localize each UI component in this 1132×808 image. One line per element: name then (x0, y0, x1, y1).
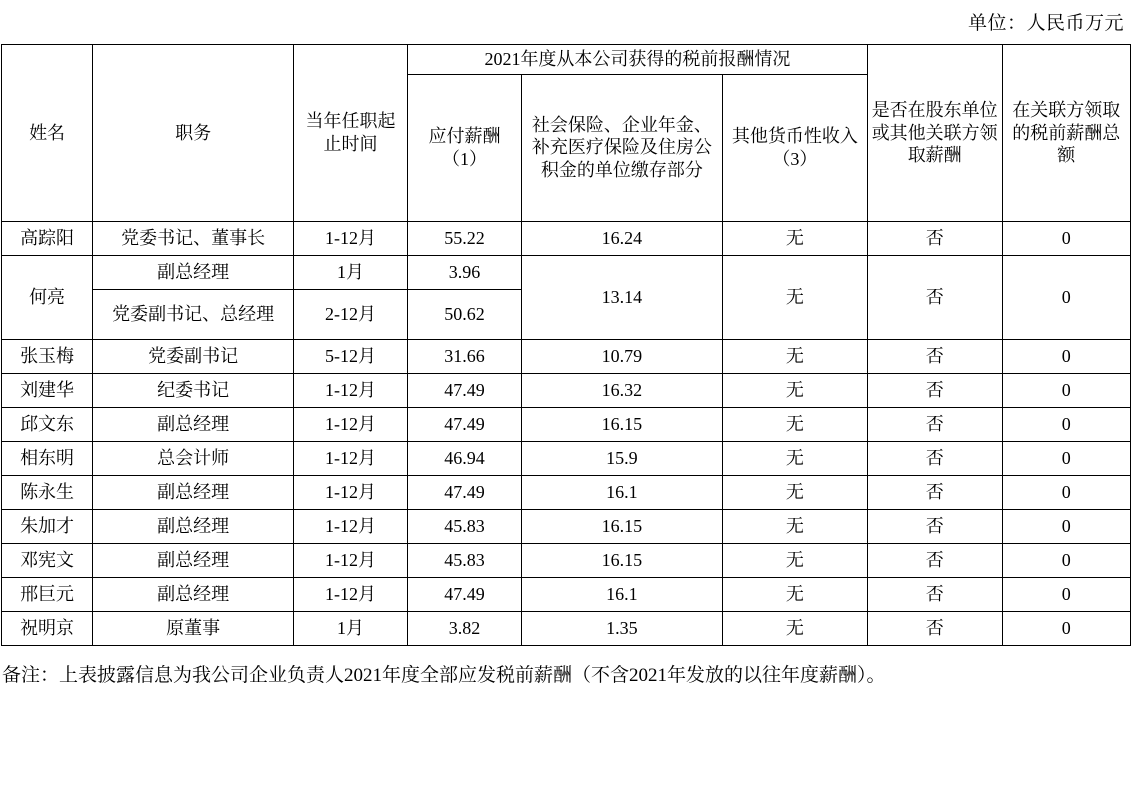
cell-related-total: 0 (1002, 441, 1130, 475)
cell-insurance: 16.1 (521, 577, 722, 611)
cell-period: 5-12月 (294, 339, 408, 373)
cell-payable-salary: 31.66 (408, 339, 522, 373)
cell-related-total: 0 (1002, 475, 1130, 509)
cell-title: 副总经理 (93, 255, 294, 289)
cell-other-income: 无 (722, 339, 867, 373)
cell-period: 1-12月 (294, 407, 408, 441)
table-row (2, 407, 1131, 441)
cell-period: 2-12月 (294, 289, 408, 339)
cell-other-income: 无 (722, 373, 867, 407)
cell-payable-salary: 47.49 (408, 373, 522, 407)
cell-related-total: 0 (1002, 221, 1130, 255)
cell-other-income: 无 (722, 577, 867, 611)
cell-period: 1-12月 (294, 373, 408, 407)
cell-from-shareholder: 否 (867, 543, 1002, 577)
cell-payable-salary: 55.22 (408, 221, 522, 255)
cell-period: 1-12月 (294, 543, 408, 577)
cell-payable-salary: 45.83 (408, 509, 522, 543)
cell-from-shareholder: 否 (867, 373, 1002, 407)
cell-from-shareholder: 否 (867, 475, 1002, 509)
cell-name: 张玉梅 (2, 339, 93, 373)
cell-related-total: 0 (1002, 255, 1130, 339)
header-payable-salary: 应付薪酬（1） (408, 74, 522, 221)
cell-name: 相东明 (2, 441, 93, 475)
cell-insurance: 16.32 (521, 373, 722, 407)
cell-title: 副总经理 (93, 407, 294, 441)
cell-name: 祝明京 (2, 611, 93, 645)
table-row (2, 543, 1131, 577)
header-title: 职务 (93, 45, 294, 222)
cell-insurance: 16.24 (521, 221, 722, 255)
cell-payable-salary: 3.82 (408, 611, 522, 645)
cell-title: 党委副书记、总经理 (93, 289, 294, 339)
cell-from-shareholder: 否 (867, 255, 1002, 339)
cell-related-total: 0 (1002, 339, 1130, 373)
cell-from-shareholder: 否 (867, 221, 1002, 255)
cell-other-income: 无 (722, 475, 867, 509)
cell-related-total: 0 (1002, 577, 1130, 611)
unit-note: 单位：人民币万元 (967, 13, 1124, 34)
header-from-shareholder: 是否在股东单位或其他关联方领取薪酬 (867, 45, 1002, 222)
header-insurance: 社会保险、企业年金、补充医疗保险及住房公积金的单位缴存部分 (521, 74, 722, 221)
cell-period: 1月 (294, 255, 408, 289)
cell-period: 1-12月 (294, 475, 408, 509)
cell-name: 邱文东 (2, 407, 93, 441)
header-related-total: 在关联方领取的税前薪酬总额 (1002, 45, 1130, 222)
cell-title: 原董事 (93, 611, 294, 645)
cell-other-income: 无 (722, 221, 867, 255)
cell-from-shareholder: 否 (867, 441, 1002, 475)
cell-insurance: 16.15 (521, 407, 722, 441)
cell-insurance: 16.15 (521, 543, 722, 577)
cell-other-income: 无 (722, 543, 867, 577)
cell-period: 1-12月 (294, 221, 408, 255)
cell-insurance: 13.14 (521, 255, 722, 339)
cell-title: 纪委书记 (93, 373, 294, 407)
cell-title: 党委副书记 (93, 339, 294, 373)
header-pretax-group: 2021年度从本公司获得的税前报酬情况 (408, 45, 868, 75)
cell-period: 1-12月 (294, 577, 408, 611)
cell-related-total: 0 (1002, 543, 1130, 577)
table-row (2, 509, 1131, 543)
cell-related-total: 0 (1002, 611, 1130, 645)
table-row (2, 611, 1131, 645)
cell-from-shareholder: 否 (867, 407, 1002, 441)
cell-insurance: 15.9 (521, 441, 722, 475)
cell-from-shareholder: 否 (867, 577, 1002, 611)
cell-insurance: 1.35 (521, 611, 722, 645)
cell-payable-salary: 50.62 (408, 289, 522, 339)
cell-payable-salary: 46.94 (408, 441, 522, 475)
cell-period: 1月 (294, 611, 408, 645)
table-header-row-1 (2, 45, 1131, 75)
cell-name: 陈永生 (2, 475, 93, 509)
cell-title: 副总经理 (93, 509, 294, 543)
cell-title: 副总经理 (93, 475, 294, 509)
cell-from-shareholder: 否 (867, 611, 1002, 645)
cell-payable-salary: 47.49 (408, 577, 522, 611)
cell-other-income: 无 (722, 255, 867, 339)
cell-other-income: 无 (722, 611, 867, 645)
cell-name: 刘建华 (2, 373, 93, 407)
table-body (2, 221, 1131, 645)
cell-period: 1-12月 (294, 509, 408, 543)
cell-title: 副总经理 (93, 543, 294, 577)
header-other-income: 其他货币性收入（3） (722, 74, 867, 221)
header-period: 当年任职起止时间 (294, 45, 408, 222)
cell-title: 总会计师 (93, 441, 294, 475)
header-name: 姓名 (2, 45, 93, 222)
cell-title: 副总经理 (93, 577, 294, 611)
cell-payable-salary: 47.49 (408, 475, 522, 509)
cell-period: 1-12月 (294, 441, 408, 475)
cell-payable-salary: 3.96 (408, 255, 522, 289)
table-row (2, 577, 1131, 611)
table-row (2, 339, 1131, 373)
cell-payable-salary: 47.49 (408, 407, 522, 441)
cell-payable-salary: 45.83 (408, 543, 522, 577)
table-footnote: 备注：上表披露信息为我公司企业负责人2021年度全部应发税前薪酬（不含2021年发放的以往年度薪酬）。 (2, 664, 886, 686)
cell-insurance: 10.79 (521, 339, 722, 373)
executive-compensation-table (1, 44, 1131, 646)
table-row (2, 221, 1131, 255)
cell-from-shareholder: 否 (867, 509, 1002, 543)
cell-other-income: 无 (722, 441, 867, 475)
table-row (2, 373, 1131, 407)
cell-title: 党委书记、董事长 (93, 221, 294, 255)
cell-related-total: 0 (1002, 509, 1130, 543)
cell-related-total: 0 (1002, 407, 1130, 441)
table-header (2, 45, 1131, 222)
cell-insurance: 16.15 (521, 509, 722, 543)
cell-name: 朱加才 (2, 509, 93, 543)
cell-name: 邢巨元 (2, 577, 93, 611)
cell-related-total: 0 (1002, 373, 1130, 407)
table-row (2, 255, 1131, 289)
table-row (2, 441, 1131, 475)
cell-from-shareholder: 否 (867, 339, 1002, 373)
cell-other-income: 无 (722, 407, 867, 441)
table-row (2, 475, 1131, 509)
cell-other-income: 无 (722, 509, 867, 543)
cell-insurance: 16.1 (521, 475, 722, 509)
cell-name: 邓宪文 (2, 543, 93, 577)
cell-name: 高踪阳 (2, 221, 93, 255)
cell-name: 何亮 (2, 255, 93, 339)
